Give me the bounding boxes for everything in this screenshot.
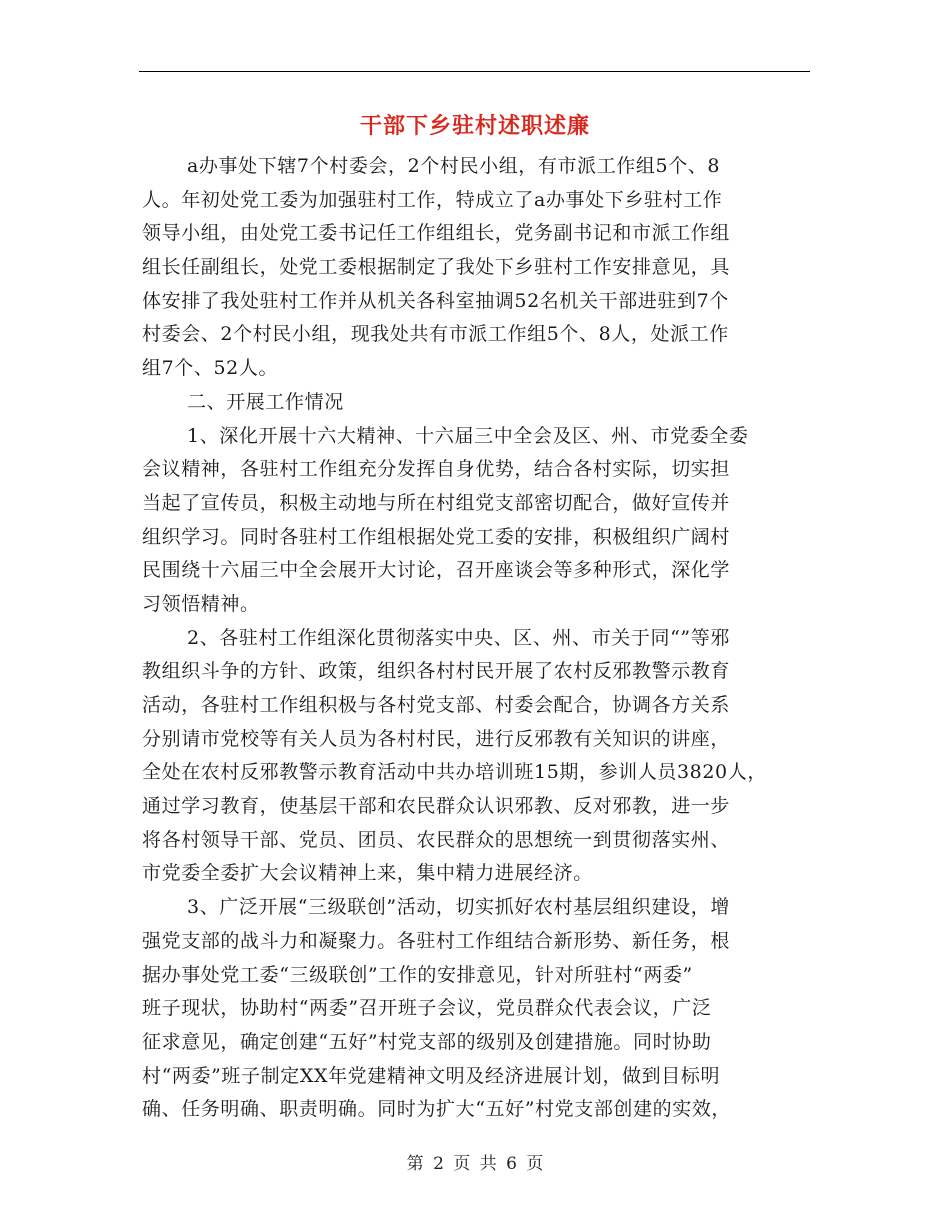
paragraph-line: 会议精神，各驻村工作组充分发挥自身优势，结合各村实际，切实担 xyxy=(142,458,731,481)
paragraph-line: 确、任务明确、职责明确。同时为扩大“五好”村党支部创建的实效， xyxy=(142,1098,732,1121)
paragraph-line: 组7个、52人。 xyxy=(142,357,279,380)
paragraph-line: 民围绕十六届三中全会展开大讨论，召开座谈会等多种形式，深化学 xyxy=(142,559,731,582)
paragraph-line: 体安排了我处驻村工作并从机关各科室抽调52名机关干部进驻到7个 xyxy=(142,289,729,312)
paragraph-line: 全处在农村反邪教警示教育活动中共办培训班15期，参训人员3820人， xyxy=(142,761,767,784)
paragraph-line: 班子现状，协助村“两委”召开班子会议，党员群众代表会议，广泛 xyxy=(142,997,712,1020)
document-body xyxy=(142,150,832,1127)
paragraph-line: 当起了宣传员，积极主动地与所在村组党支部密切配合，做好宣传并 xyxy=(142,491,731,514)
paragraph-line: 1、深化开展十六大精神、十六届三中全会及区、州、市党委全委 xyxy=(187,424,749,447)
paragraph-line: 领导小组，由处党工委书记任工作组组长，党务副书记和市派工作组 xyxy=(142,222,731,245)
paragraph-line: 习领悟精神。 xyxy=(142,592,260,615)
paragraph-line: 强党支部的战斗力和凝聚力。各驻村工作组结合新形势、新任务，根 xyxy=(142,929,731,952)
paragraph-line: 人。年初处党工委为加强驻村工作，特成立了a办事处下乡驻村工作 xyxy=(142,188,723,211)
paragraph-line: 活动，各驻村工作组积极与各村党支部、村委会配合，协调各方关系 xyxy=(142,694,731,716)
paragraph-line: 征求意见，确定创建“五好”村党支部的级别及创建措施。同时协助 xyxy=(142,1030,712,1053)
paragraph-line: 分别请市党校等有关人员为各村村民，进行反邪教有关知识的讲座， xyxy=(142,727,731,750)
paragraph-line: 据办事处党工委“三级联创”工作的安排意见，针对所驻村“两委” xyxy=(142,963,693,986)
section-heading: 二、开展工作情况 xyxy=(187,390,344,413)
paragraph-line: 市党委全委扩大会议精神上来，集中精力进展经济。 xyxy=(142,862,593,885)
document-title: 干部下乡驻村述职述廉 xyxy=(359,113,590,139)
paragraph-line: 通过学习教育，使基层干部和农民群众认识邪教、反对邪教，进一步 xyxy=(142,795,731,818)
page-number-footer: 第 2 页 共 6 页 xyxy=(406,1154,544,1174)
paragraph-line: 3、广泛开展“三级联创”活动，切实抓好农村基层组织建设，增 xyxy=(187,896,730,919)
paragraph-line: 村委会、2个村民小组，现我处共有市派工作组5个、8人，处派工作 xyxy=(142,323,729,346)
paragraph-line: a办事处下辖7个村委会，2个村民小组，有市派工作组5个、8 xyxy=(187,155,721,177)
paragraph-line: 村“两委”班子制定XX年党建精神文明及经济进展计划，做到目标明 xyxy=(142,1064,721,1087)
paragraph-line: 组织学习。同时各驻村工作组根据处党工委的安排，积极组织广阔村 xyxy=(142,525,731,548)
paragraph-line: 教组织斗争的方针、政策，组织各村村民开展了农村反邪教警示教育 xyxy=(142,660,731,683)
paragraph-line: 将各村领导干部、党员、团员、农民群众的思想统一到贯彻落实州、 xyxy=(142,828,731,851)
paragraph-line: 2、各驻村工作组深化贯彻落实中央、区、州、市关于同“”等邪 xyxy=(187,626,730,649)
paragraph-line: 组长任副组长，处党工委根据制定了我处下乡驻村工作安排意见，具 xyxy=(142,256,731,279)
header-rule xyxy=(139,71,810,72)
